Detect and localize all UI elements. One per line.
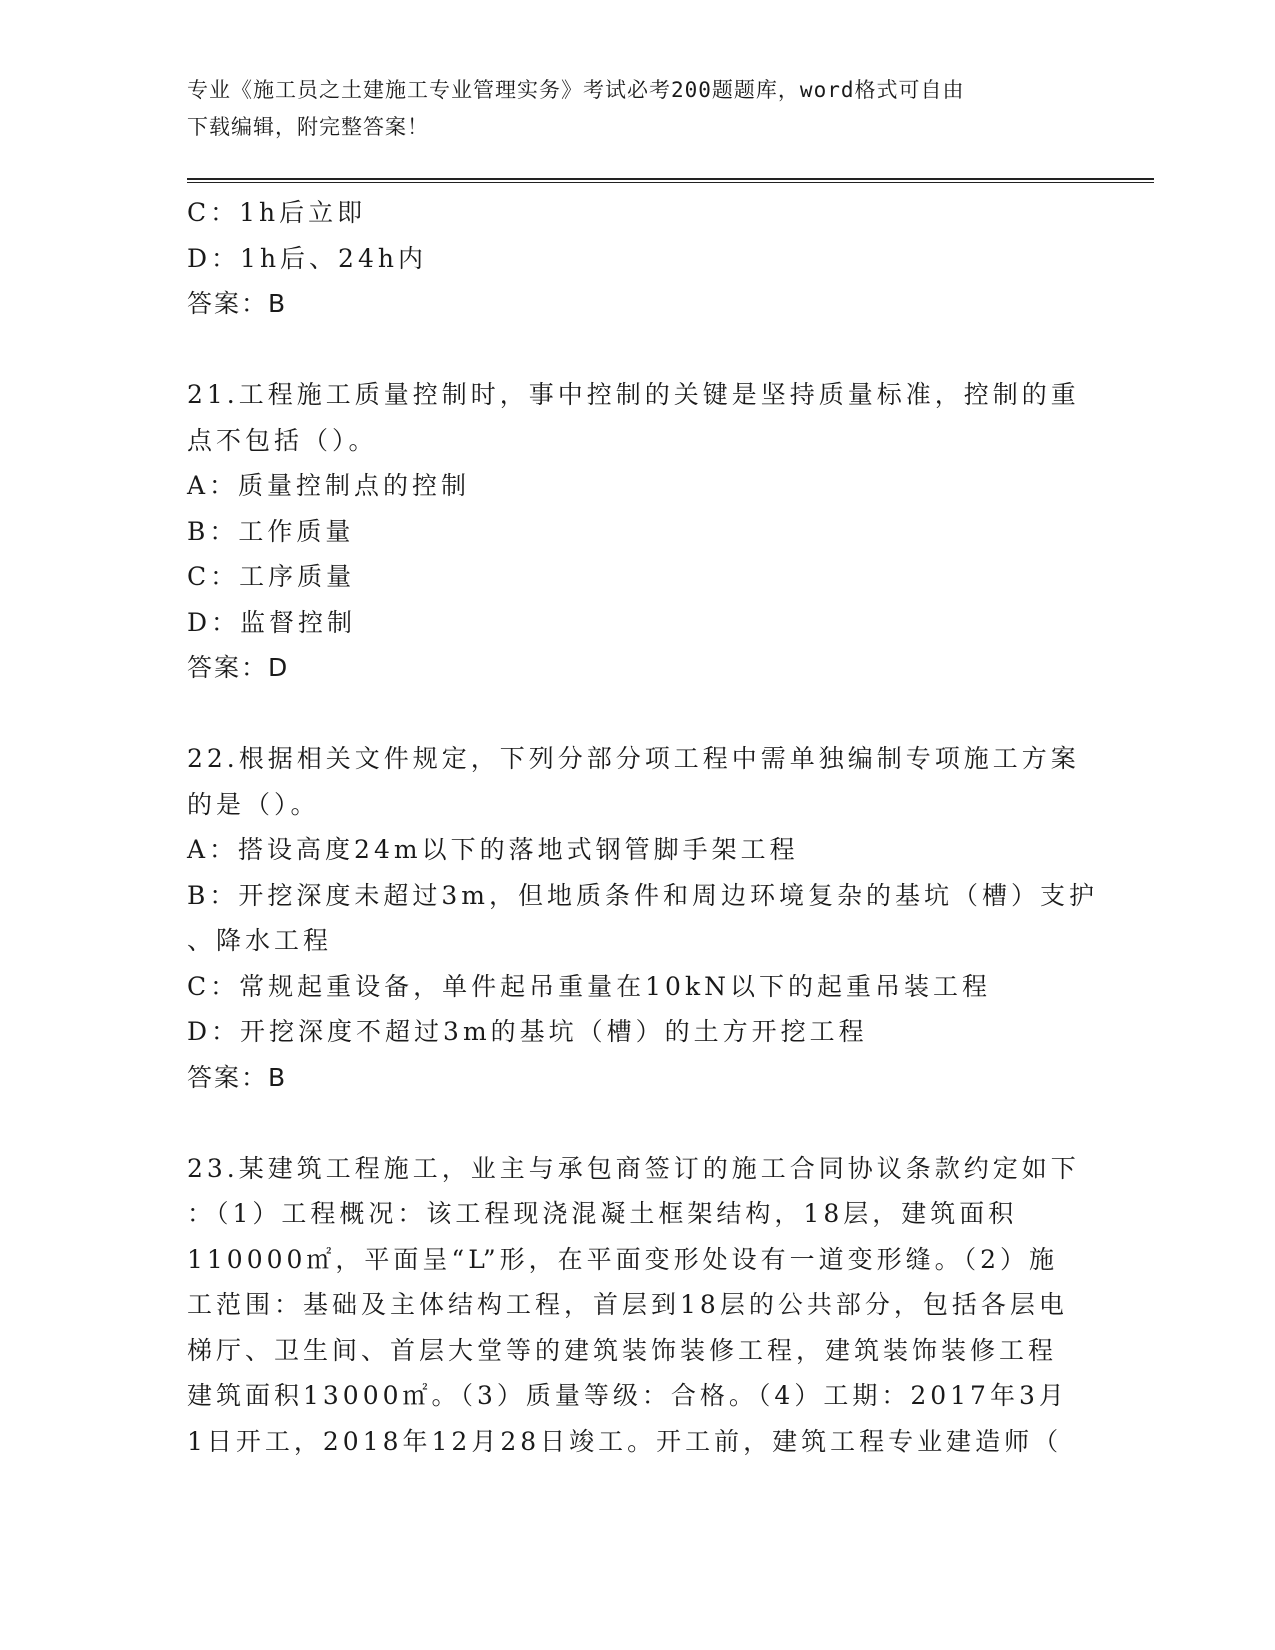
document-header	[187, 72, 1067, 146]
header-line-2: 下载编辑，附完整答案！	[187, 115, 429, 139]
question-stem: 点不包括（）。	[187, 425, 378, 455]
option-d: D：开挖深度不超过3m的基坑（槽）的土方开挖工程	[187, 1017, 868, 1046]
spacer	[187, 1100, 1087, 1146]
option-a: A：质量控制点的控制	[187, 471, 471, 500]
option-a: A：搭设高度24m以下的落地式钢管脚手架工程	[187, 835, 799, 864]
question-stem: 梯厅、卫生间、首层大堂等的建筑装饰装修工程，建筑装饰装修工程	[187, 1335, 1058, 1365]
option-b: B：工作质量	[187, 516, 355, 546]
question-21	[187, 372, 1087, 691]
option-b-continued: 、降水工程	[187, 926, 333, 955]
option-d: D：监督控制	[187, 607, 357, 637]
question-stem: 23.某建筑工程施工，业主与承包商签订的施工合同协议条款约定如下	[187, 1153, 1080, 1183]
option-d: D：1h后、24h内	[187, 243, 427, 273]
option-c: C：1h后立即	[187, 198, 367, 227]
question-stem: 21.工程施工质量控制时，事中控制的关键是坚持质量标准，控制的重	[187, 380, 1080, 409]
question-stem: ：（1）工程概况：该工程现浇混凝土框架结构，18层，建筑面积	[187, 1199, 1018, 1228]
question-list	[187, 190, 1098, 1464]
question-stem: 建筑面积13000㎡。（3）质量等级：合格。（4）工期：2017年3月	[187, 1381, 1068, 1410]
question-23	[187, 1146, 1087, 1465]
question-stem: 的是（）。	[187, 789, 320, 819]
header-line-1: 专业《施工员之土建施工专业管理实务》考试必考200题题库，word格式可自由	[187, 78, 965, 102]
option-b: B：开挖深度未超过3m，但地质条件和周边环境复杂的基坑（槽）支护	[187, 880, 1098, 910]
spacer	[187, 327, 1087, 373]
question-stem: 22.根据相关文件规定，下列分部分项工程中需单独编制专项施工方案	[187, 744, 1080, 773]
option-c: C：常规起重设备，单件起吊重量在10kN以下的起重吊装工程	[187, 971, 991, 1001]
spacer	[187, 691, 1087, 737]
answer: 答案：D	[187, 653, 290, 682]
header-divider	[187, 178, 1154, 183]
question-22	[187, 736, 1098, 1100]
question-stem: 工范围：基础及主体结构工程，首层到18层的公共部分，包括各层电	[187, 1290, 1068, 1319]
option-c: C：工序质量	[187, 562, 356, 591]
answer: 答案：B	[187, 1062, 288, 1092]
answer: 答案：B	[187, 289, 288, 318]
question-stem: 110000㎡，平面呈“L”形，在平面变形处设有一道变形缝。（2）施	[187, 1244, 1059, 1274]
question-stem: 1日开工，2018年12月28日竣工。开工前，建筑工程专业建造师（	[187, 1426, 1063, 1456]
question-20-tail	[187, 190, 1087, 327]
